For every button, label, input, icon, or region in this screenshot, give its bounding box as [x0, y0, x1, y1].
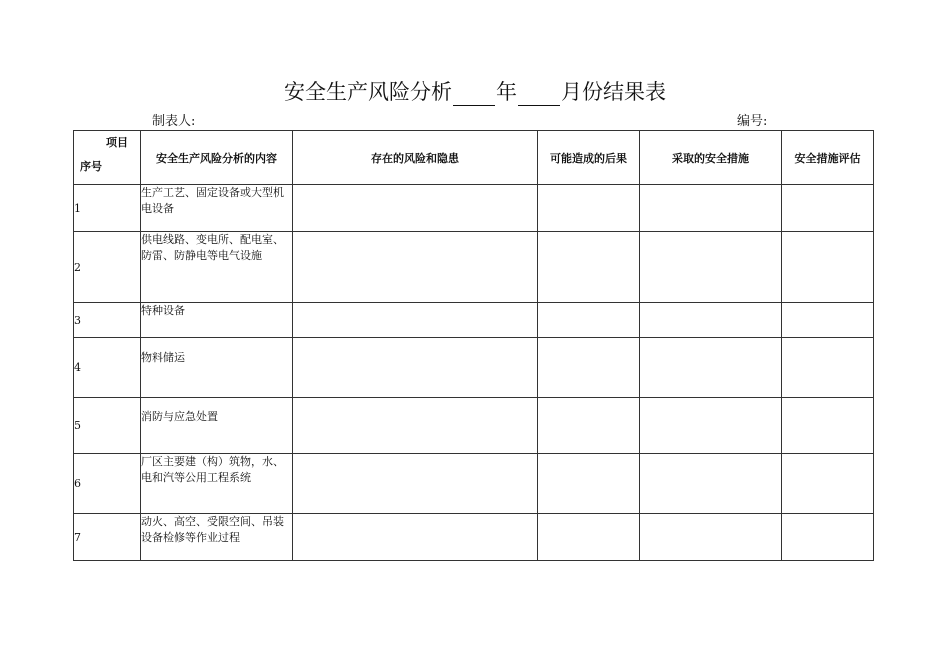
year-blank[interactable] — [453, 85, 495, 106]
row-number: 4 — [74, 338, 141, 398]
risk-cell[interactable] — [293, 303, 538, 338]
title-text-2: 年 — [496, 80, 517, 104]
row-content: 物料储运 — [141, 338, 293, 398]
row-number: 5 — [74, 398, 141, 454]
table-row — [74, 303, 874, 338]
evaluation-cell[interactable] — [782, 398, 874, 454]
risk-cell[interactable] — [293, 514, 538, 561]
consequence-cell[interactable] — [538, 454, 640, 514]
number-label: 编号: — [737, 114, 768, 129]
risk-cell[interactable] — [293, 232, 538, 303]
risk-cell[interactable] — [293, 338, 538, 398]
table-row — [74, 454, 874, 514]
evaluation-cell[interactable] — [782, 454, 874, 514]
column-header-measures: 采取的安全措施 — [640, 131, 782, 185]
page-title — [0, 76, 950, 106]
consequence-cell[interactable] — [538, 185, 640, 232]
row-number: 1 — [74, 185, 141, 232]
column-header-evaluation: 安全措施评估 — [782, 131, 874, 185]
risk-cell[interactable] — [293, 454, 538, 514]
consequence-cell[interactable] — [538, 338, 640, 398]
risk-analysis-table — [73, 130, 874, 561]
measure-cell[interactable] — [640, 232, 782, 303]
row-number: 6 — [74, 454, 141, 514]
evaluation-cell[interactable] — [782, 338, 874, 398]
row-number: 7 — [74, 514, 141, 561]
header-row — [74, 131, 874, 185]
title-text-1: 安全生产风险分析 — [284, 80, 452, 104]
risk-cell[interactable] — [293, 185, 538, 232]
column-header-consequences: 可能造成的后果 — [538, 131, 640, 185]
title-text-3: 月份结果表 — [561, 80, 666, 104]
measure-cell[interactable] — [640, 398, 782, 454]
table-row — [74, 185, 874, 232]
evaluation-cell[interactable] — [782, 514, 874, 561]
risk-cell[interactable] — [293, 398, 538, 454]
measure-cell[interactable] — [640, 185, 782, 232]
consequence-cell[interactable] — [538, 398, 640, 454]
table-row — [74, 514, 874, 561]
measure-cell[interactable] — [640, 454, 782, 514]
consequence-cell[interactable] — [538, 303, 640, 338]
consequence-cell[interactable] — [538, 514, 640, 561]
month-blank[interactable] — [518, 85, 560, 106]
row-content: 消防与应急处置 — [141, 398, 293, 454]
evaluation-cell[interactable] — [782, 185, 874, 232]
measure-cell[interactable] — [640, 514, 782, 561]
row-number: 2 — [74, 232, 141, 303]
row-content: 厂区主要建（构）筑物，水、电和汽等公用工程系统 — [141, 454, 293, 514]
evaluation-cell[interactable] — [782, 232, 874, 303]
corner-top-label: 项目 — [106, 136, 128, 149]
row-content: 供电线路、变电所、配电室、防雷、防静电等电气设施 — [141, 232, 293, 303]
row-content: 动火、高空、受限空间、吊装设备检修等作业过程 — [141, 514, 293, 561]
table-row — [74, 398, 874, 454]
row-number: 3 — [74, 303, 141, 338]
maker-label: 制表人: — [152, 114, 196, 129]
table-row — [74, 232, 874, 303]
measure-cell[interactable] — [640, 338, 782, 398]
row-content: 特种设备 — [141, 303, 293, 338]
row-content: 生产工艺、固定设备或大型机电设备 — [141, 185, 293, 232]
corner-header-cell — [74, 131, 141, 185]
consequence-cell[interactable] — [538, 232, 640, 303]
measure-cell[interactable] — [640, 303, 782, 338]
column-header-content: 安全生产风险分析的内容 — [141, 131, 293, 185]
table-row — [74, 338, 874, 398]
corner-bottom-label: 序号 — [80, 160, 102, 173]
column-header-risks: 存在的风险和隐患 — [293, 131, 538, 185]
evaluation-cell[interactable] — [782, 303, 874, 338]
